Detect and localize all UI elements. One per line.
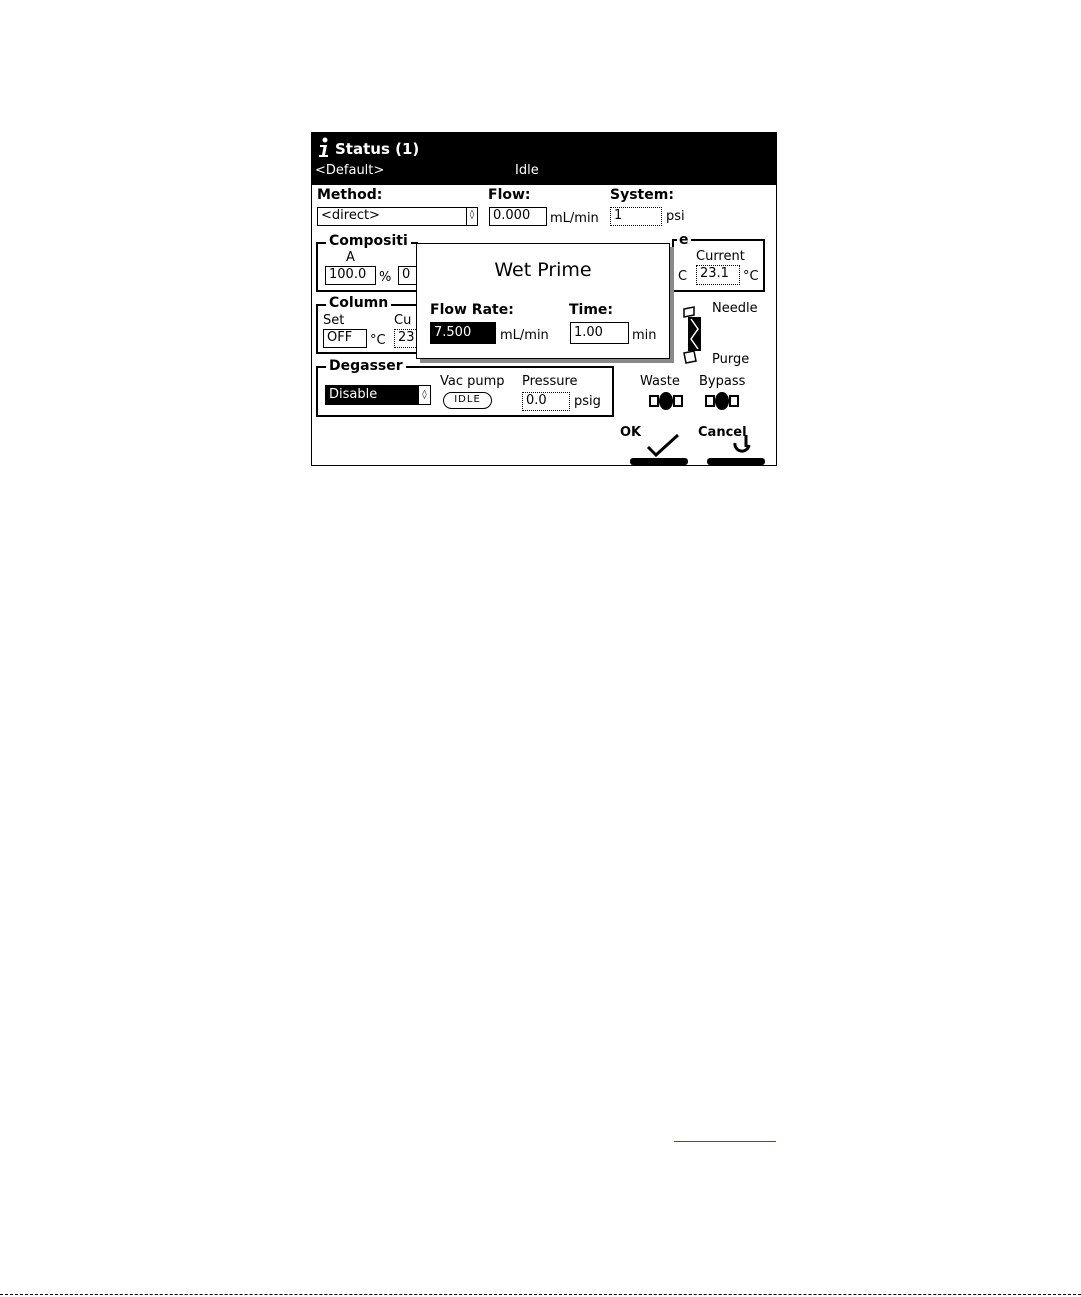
vac-pump-status: IDLE [443,392,492,409]
composition-a-label: A [346,250,355,265]
time-label: Time: [569,302,614,318]
vac-pump-label: Vac pump [440,374,505,389]
waste-label: Waste [640,374,680,389]
pressure-field: 0.0 [522,392,570,411]
composition-b-field[interactable]: 0 [398,266,416,285]
pressure-unit: psig [574,394,601,409]
time-unit: min [632,328,657,343]
degasser-mode-value: Disable [329,387,378,402]
checkmark-icon [646,433,680,457]
method-value: <direct> [321,208,380,223]
wet-prime-dialog [416,243,670,359]
info-icon [317,137,331,157]
flow-rate-label: Flow Rate: [430,302,514,318]
pressure-label: Pressure [522,374,578,389]
system-unit: psi [666,209,685,224]
bypass-label: Bypass [699,374,746,389]
sample-current-field: 23.1 [696,265,740,285]
column-set-unit: °C [370,333,386,348]
composition-a-field[interactable]: 100.0 [325,266,376,285]
status-screen [311,132,777,466]
column-current-label: Cu [394,313,412,328]
bypass-valve-icon[interactable] [704,391,740,411]
cancel-button[interactable] [707,458,765,465]
degasser-spinner-icon[interactable]: ◊ [418,386,430,404]
sample-temp-label: e [679,232,689,248]
run-state: Idle [515,163,539,178]
method-label: Method: [317,187,383,203]
column-set-field[interactable]: OFF [323,329,367,348]
composition-label: Compositi [326,234,411,249]
composition-a-unit: % [379,270,392,285]
link-underline [674,1141,776,1142]
window-title: Status (1) [335,140,420,158]
flow-field[interactable]: 0.000 [489,207,547,226]
sample-current-unit: °C [743,269,759,284]
page-bottom-rule [0,1294,1081,1295]
column-set-label: Set [323,313,345,328]
undo-icon [730,433,754,457]
needle-purge-valve-icon[interactable] [682,305,708,365]
column-label: Column [326,296,391,311]
time-field[interactable]: 1.00 [570,322,629,344]
ok-button[interactable] [630,458,688,465]
system-pressure-field: 1 [610,207,662,226]
sample-current-label: Current [696,249,745,264]
degasser-mode-select[interactable] [325,385,431,405]
waste-valve-icon[interactable] [648,391,684,411]
cancel-label: Cancel [698,425,747,440]
flow-rate-unit: mL/min [500,328,549,343]
method-spinner-icon[interactable]: ◊ [466,208,477,225]
needle-label: Needle [712,301,758,316]
system-label: System: [610,187,674,203]
flow-unit: mL/min [550,211,599,226]
purge-label: Purge [712,352,750,367]
title-bar [312,133,776,185]
flow-label: Flow: [488,187,531,203]
dialog-title: Wet Prime [494,259,592,281]
sample-set-unit: C [678,269,688,284]
method-select[interactable] [317,207,478,226]
flow-rate-field[interactable]: 7.500 [430,322,496,344]
column-current-field: 23 [394,329,416,348]
degasser-label: Degasser [326,359,406,374]
method-name: <Default> [315,163,385,178]
ok-label: OK [620,425,642,440]
